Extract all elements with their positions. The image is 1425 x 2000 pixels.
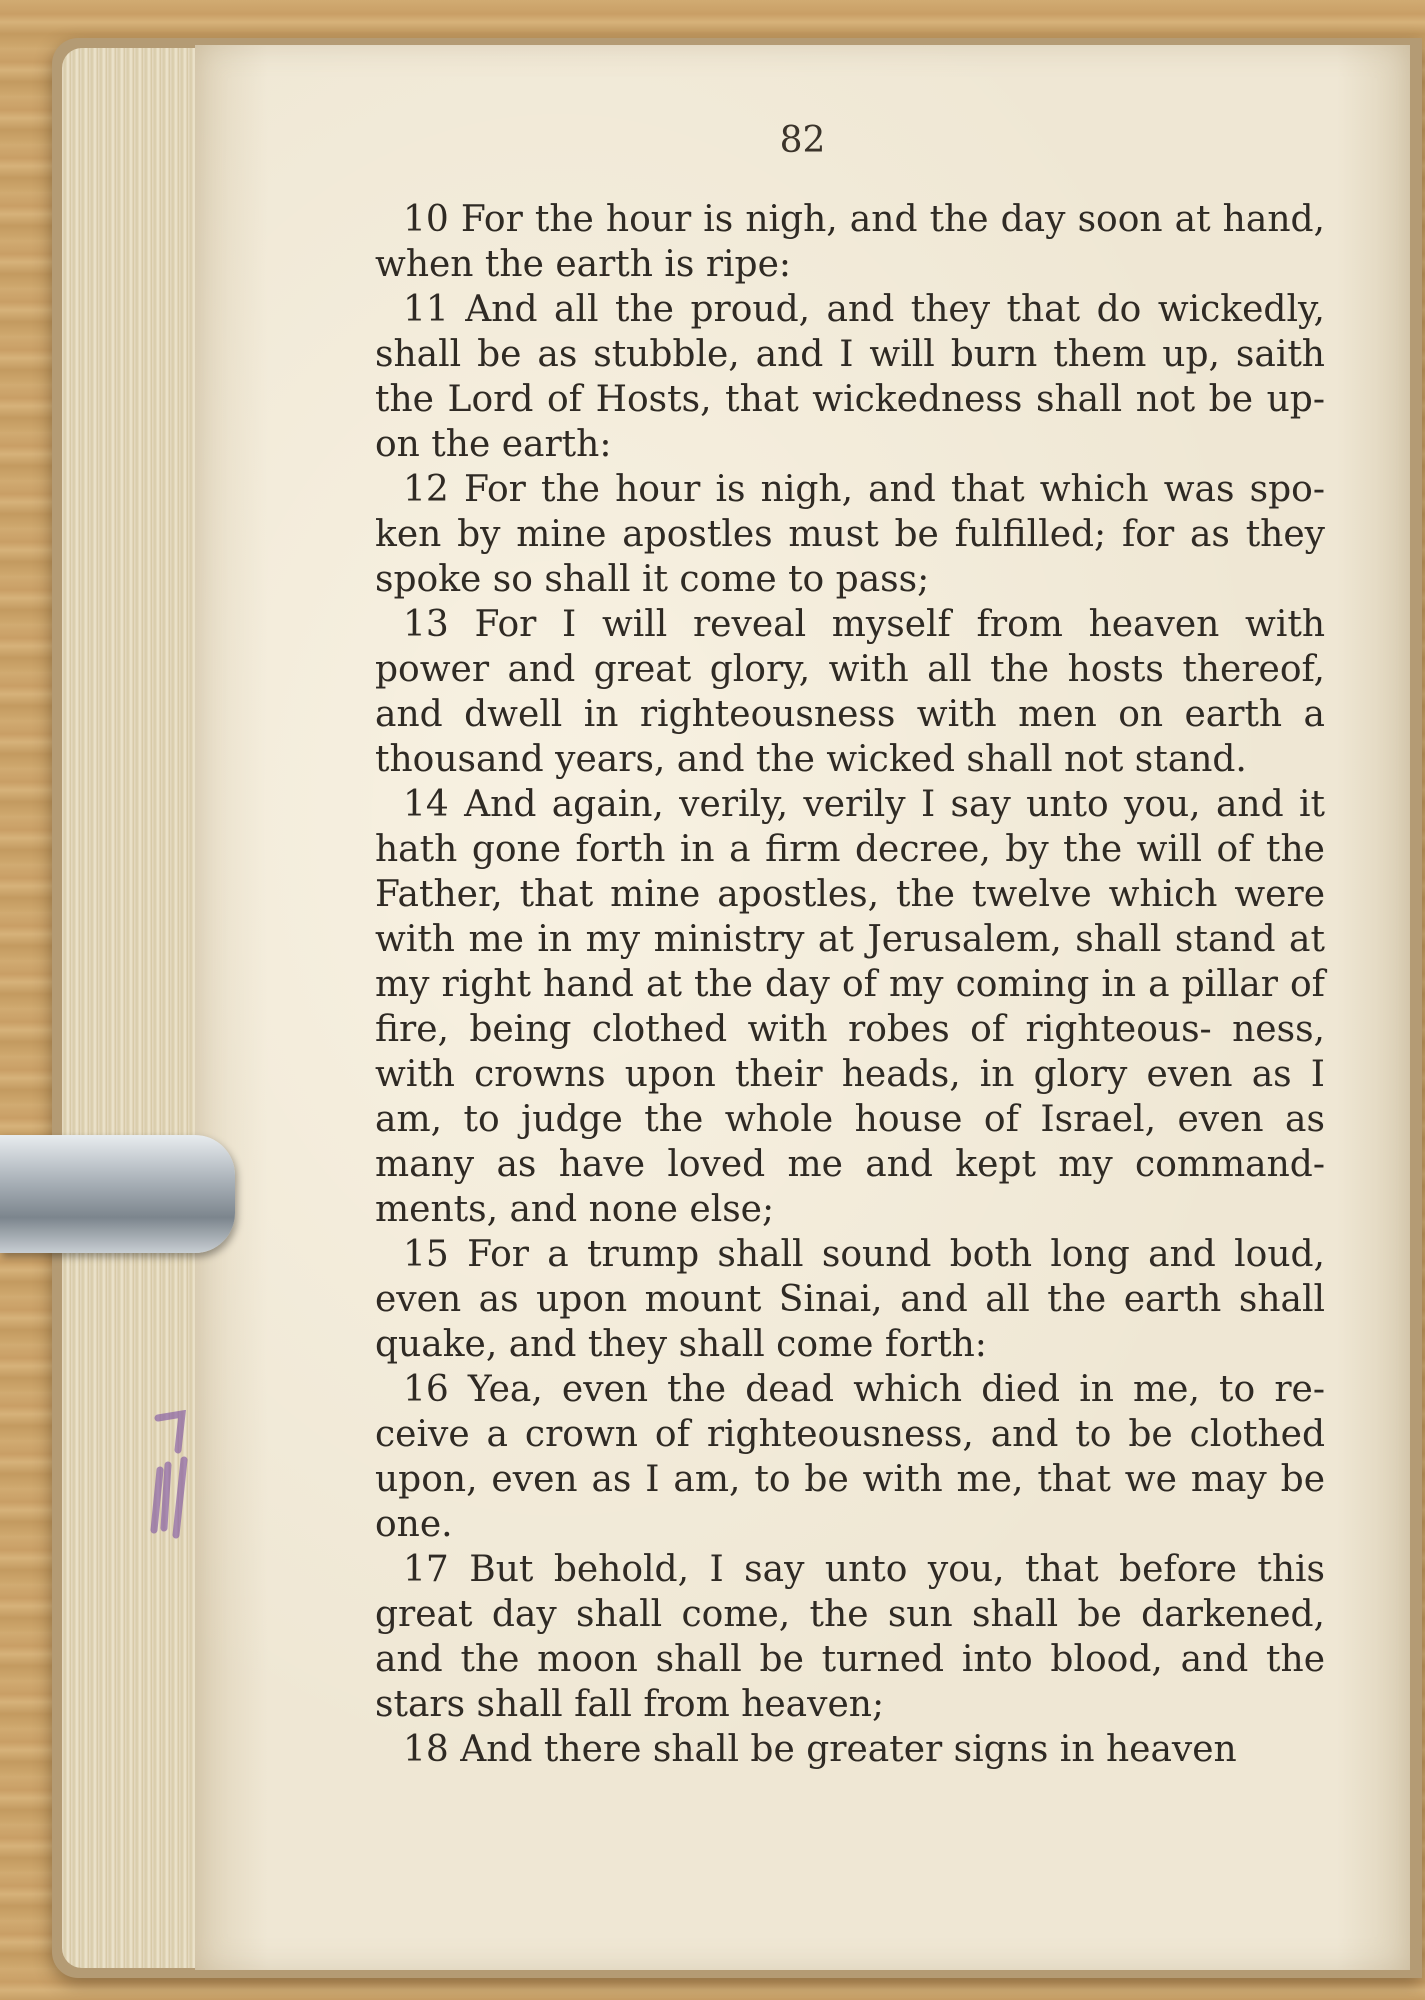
ink-stamp-mark bbox=[148, 1410, 200, 1540]
verse-10: 10 For the hour is nigh, and the day soon at hand, when the earth is ripe: bbox=[375, 199, 1325, 285]
verse-16: 16 Yea, even the dead which died in me, to re- ceive a crown of righteousness, and to be clothed upon, even as I am, to be with me, that we may be one. bbox=[375, 1369, 1325, 1545]
verse-15: 15 For a trump shall sound both long and loud, even as upon mount Sinai, and all the earth shall quake, and they shall come forth: bbox=[375, 1234, 1325, 1365]
verse-11: 11 And all the proud, and they that do wickedly, shall be as stubble, and I will burn them up, saith the Lord of Hosts, that wickedness shall not be up- on the earth: bbox=[375, 289, 1325, 465]
verse-12: 12 For the hour is nigh, and that which was spo- ken by mine apostles must be fulfilled; for as they spoke so shall it come to pass; bbox=[375, 469, 1325, 600]
verse-17: 17 But behold, I say unto you, that before this great day shall come, the sun shall be darkened, and the moon shall be turned into blood, and the stars shall fall from heaven; bbox=[375, 1549, 1325, 1725]
metal-bookmark bbox=[0, 1135, 235, 1253]
verse-14: 14 And again, verily, verily I say unto you, and it hath gone forth in a firm decree, by the will of the Father, that mine apostles, the twelve which were with me in my ministry at Jerusalem, shall stand at my right hand at the day of my coming in a pillar of fire, being clothed with robes of righteous- ness, with crowns upon their heads, in glory even as I am, to judge the whole house of Israel, even as many as have loved me and kept my command- ments, and none else; bbox=[375, 784, 1325, 1230]
page-number: 82 bbox=[779, 120, 826, 161]
book-page bbox=[195, 45, 1410, 1970]
verse-18: 18 And there shall be greater signs in heaven bbox=[403, 1729, 1237, 1770]
verse-13: 13 For I will reveal myself from heaven with power and great glory, with all the hosts thereof, and dwell in righteousness with men on earth a thousand years, and the wicked shall not stand. bbox=[375, 604, 1325, 780]
page-text bbox=[375, 197, 1325, 1772]
